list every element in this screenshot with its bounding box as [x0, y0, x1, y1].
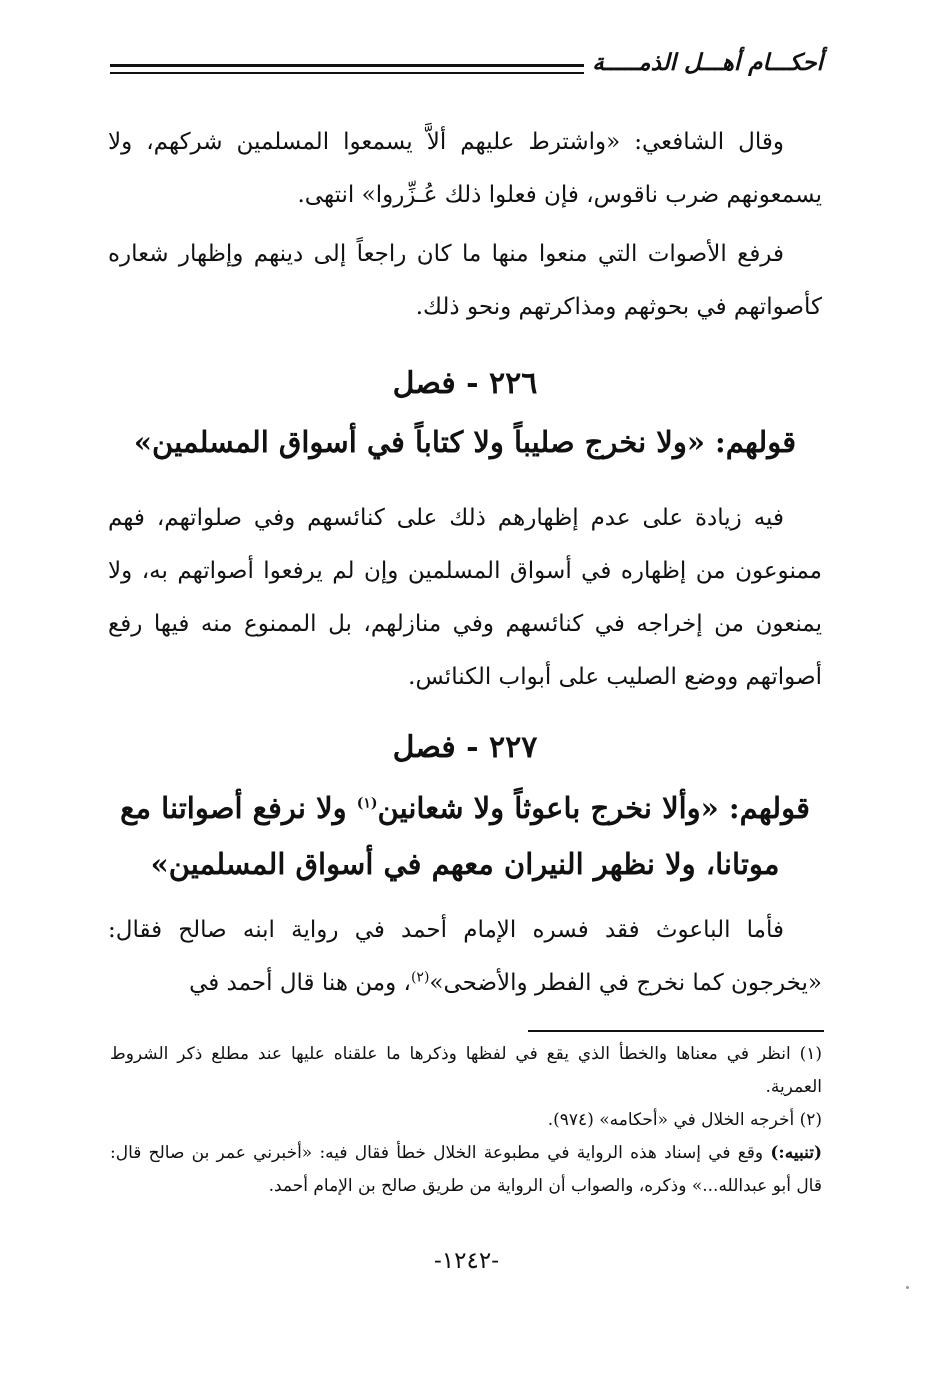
footnote-1: (١) انظر في معناها والخطأ الذي يقع في لفظها وذكرها ما علقناه عليها عند مطلع ذكر الشروط العمرية.	[110, 1044, 822, 1097]
footnote-note	[110, 1137, 822, 1203]
paragraph-227-part1: فأما الباعوث فقد فسره الإمام أحمد في رواية ابنه صالح فقال: «يخرجون كما نخرج في الفطر والأضحى»	[108, 917, 822, 996]
section-227-heading-part1: قولهم: «وألا نخرج باعوثاً ولا شعانين	[377, 791, 810, 825]
footnote-ref-2[interactable]: (٢)	[410, 969, 430, 986]
section-227-heading-part2: ولا نرفع أصواتنا مع موتانا، ولا نظهر النيران معهم في أسواق المسلمين»	[120, 791, 780, 881]
paragraph-227	[108, 904, 822, 1010]
footnote-2: (٢) أخرجه الخلال في «أحكامه» (٩٧٤).	[547, 1110, 822, 1130]
header-rule-thick	[110, 64, 648, 67]
footnote-ref-1[interactable]: (١)	[356, 795, 378, 812]
footnote-note-label: (تنبيه:)	[770, 1143, 822, 1163]
header-rule-thin	[110, 72, 648, 74]
top-section	[108, 116, 822, 334]
section-226-heading: قولهم: «ولا نخرج صليباً ولا كتاباً في أسواق المسلمين»	[133, 425, 797, 459]
footnotes	[110, 1038, 822, 1203]
paragraph-227-part2: ، ومن هنا قال أحمد في	[189, 970, 411, 996]
section-226-number-title: ٢٢٦ - فصل	[392, 366, 538, 401]
paragraph-shafii-quote: وقال الشافعي: «واشترط عليهم ألاَّ يسمعوا المسلمين شركهم، ولا يسمعونهم ضرب ناقوس، فإن فعلوا ذلك عُـزِّروا» انتهى.	[108, 129, 822, 208]
running-head	[110, 46, 823, 86]
section-227-body	[108, 904, 822, 1010]
scan-speck	[906, 1286, 909, 1289]
page-number: -١٢٤٢-	[434, 1248, 499, 1274]
section-227-number-title: ٢٢٧ - فصل	[392, 730, 538, 765]
section-227-heading	[108, 780, 822, 892]
footnote-note-text: وقع في إسناد هذه الرواية في مطبوعة الخلال خطأ فقال فيه: «أخبرني عمر بن صالح قال: قال أبو عبدالله...» وذكره، والصواب أن الرواية من طريق صالح بن الإمام أحمد.	[110, 1143, 822, 1196]
paragraph-raising-voices: فرفع الأصوات التي منعوا منها ما كان راجعاً إلى دينهم وإظهار شعاره كأصواتهم في بحوثهم ومذاكرتهم ونحو ذلك.	[108, 241, 822, 320]
footnote-separator	[528, 1030, 824, 1032]
paragraph-226: فيه زيادة على عدم إظهارهم ذلك على كنائسهم وفي صلواتهم، فهم ممنوعون من إظهاره في أسواق المسلمين وإن لم يرفعوا أصواتهم به، ولا يمنعون من إخراجه في كنائسهم وفي منازلهم، بل الممنوع منه فيها رفع أصواتهم ووضع الصليب على أبواب الكنائس.	[108, 505, 822, 690]
section-226-body	[108, 492, 822, 704]
running-title: أحكـــام أهـــل الذمـــــة	[584, 46, 823, 80]
